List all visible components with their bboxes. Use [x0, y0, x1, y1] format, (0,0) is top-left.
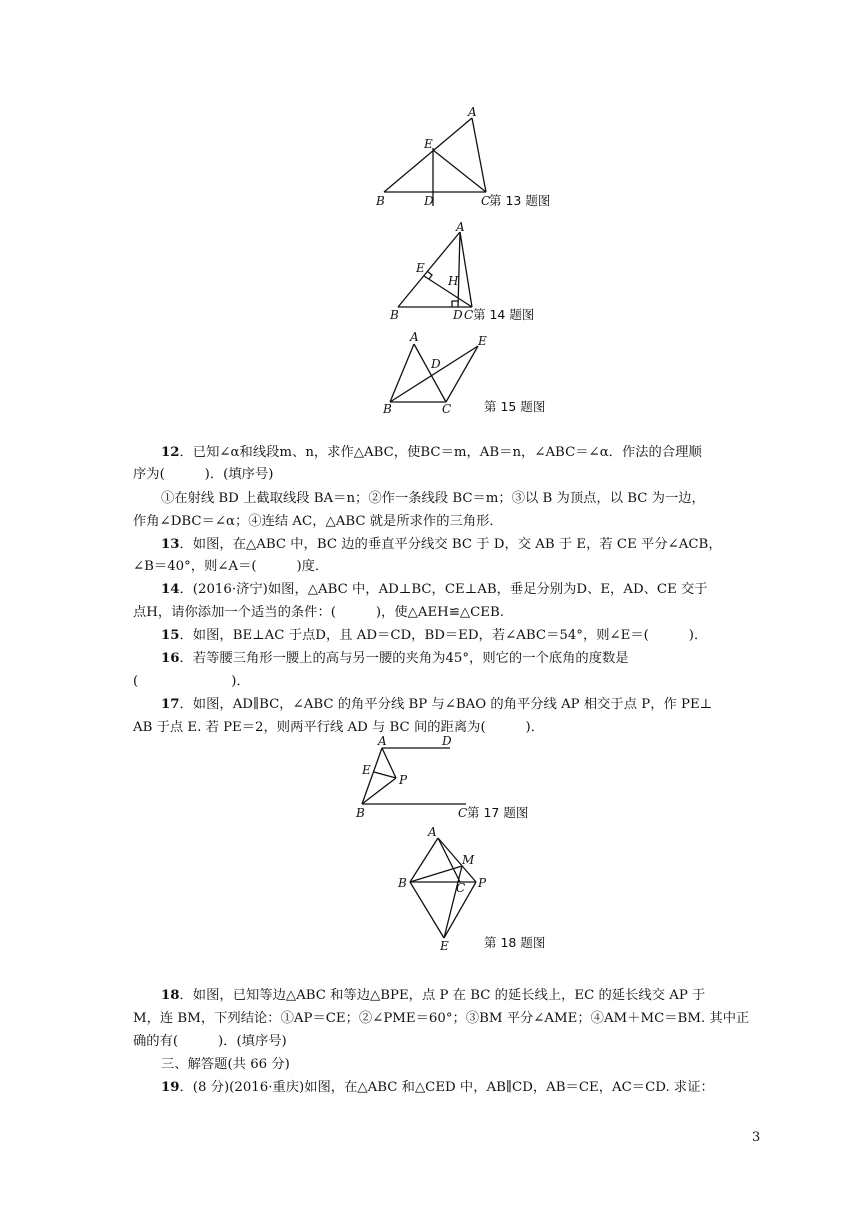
label-m: M [462, 853, 475, 867]
question-14-number: 14 [161, 582, 180, 597]
label-d: D [424, 194, 434, 208]
label-e: E [424, 137, 433, 151]
section-heading: 三、解答题(共 66 分) [161, 1057, 290, 1072]
question-17-line-1 [161, 695, 712, 714]
label-d: D [453, 308, 463, 322]
label-a: A [468, 105, 477, 119]
figure-18-caption: 第 18 题图 [484, 935, 546, 950]
label-c: C [456, 881, 466, 895]
question-12-line-4: 作角∠DBC＝∠α；④连结 AC，△ABC 就是所求作的三角形． [133, 514, 503, 529]
label-e: E [440, 939, 449, 953]
figure-15 [376, 328, 596, 420]
segment-ec [433, 150, 486, 192]
figure-13-drawing [370, 102, 600, 212]
label-a: A [428, 825, 437, 839]
question-16-text-1: ．若等腰三角形一腰上的高与另一腰的夹角为45°，则它的一个底角的度数是 [179, 651, 629, 666]
label-e: E [362, 763, 371, 777]
figure-15-drawing [376, 328, 596, 420]
question-16-number: 16 [161, 651, 180, 666]
figure-17 [348, 732, 588, 824]
question-13-line-1 [161, 535, 722, 554]
question-16-line-1 [161, 649, 629, 668]
figure-14-drawing [384, 218, 604, 324]
question-18-number: 18 [161, 988, 180, 1003]
segment-be [390, 346, 478, 402]
label-h: H [448, 274, 459, 288]
segment-bm [410, 866, 462, 882]
segment-be [410, 882, 444, 938]
segment-em [444, 866, 462, 938]
segment-ab [410, 838, 438, 882]
question-12-text-1: ．已知∠α和线段m、n，求作△ABC，使BC＝m，AB＝n，∠ABC＝∠α．作法的合理顺 [179, 445, 702, 460]
figure-13 [370, 102, 600, 212]
question-15-number: 15 [161, 628, 180, 643]
question-15-line-1 [161, 626, 707, 645]
question-13-line-2: ∠B＝40°，则∠A＝( )度． [133, 559, 329, 574]
question-14-text-1: ．(2016·济宁)如图，△ABC 中，AD⊥BC，CE⊥AB，垂足分别为D、E，AD、CE 交于 [179, 582, 708, 597]
figure-18 [394, 826, 594, 956]
question-17-line-2: AB 于点 E. 若 PE＝2，则两平行线 AD 与 BC 间的距离为( )． [133, 720, 545, 735]
label-a: A [378, 734, 387, 748]
question-14-line-1 [161, 580, 708, 599]
label-c: C [464, 308, 474, 322]
label-b: B [356, 806, 365, 820]
figure-14-caption: 第 14 题图 [473, 307, 535, 322]
segment-ba [384, 118, 472, 192]
segment-ac [414, 344, 446, 402]
question-18-line-2: M，连 BM，下列结论：①AP＝CE；②∠PME＝60°；③BM 平分∠AME；④AM＋MC＝BM. 其中正 [133, 1011, 750, 1026]
segment-ac [460, 232, 472, 307]
question-18-line-1 [161, 986, 705, 1005]
question-13-text-1: ．如图，在△ABC 中，BC 边的垂直平分线交 BC 于 D，交 AB 于 E，若 CE 平分∠ACB， [179, 537, 722, 552]
segment-pe [374, 772, 396, 778]
label-b: B [398, 876, 407, 890]
figure-13-caption: 第 13 题图 [489, 193, 551, 208]
label-b: B [383, 402, 392, 416]
question-18-line-3: 确的有( )．(填序号) [133, 1034, 287, 1049]
page-number: 3 [752, 1130, 761, 1145]
label-c: C [458, 806, 468, 820]
figure-18-drawing [394, 826, 594, 956]
label-e: E [416, 261, 425, 275]
label-b: B [376, 194, 385, 208]
label-p: P [478, 876, 487, 890]
label-e: E [478, 334, 487, 348]
question-19-line-1 [161, 1078, 714, 1097]
segment-ac [472, 118, 486, 192]
question-12-line-2: 序为( )．(填序号) [133, 467, 274, 482]
question-12-number: 12 [161, 445, 180, 460]
question-19-text-1: ．(8 分)(2016·重庆)如图，在△ABC 和△CED 中，AB∥CD，AB＝CE，AC＝CD. 求证： [179, 1080, 714, 1095]
question-12-line-3: ①在射线 BD 上截取线段 BA＝n；②作一条线段 BC＝m；③以 B 为顶点，以 BC 为一边， [161, 491, 705, 506]
figure-17-drawing [348, 732, 588, 824]
label-d: D [442, 734, 452, 748]
figure-14 [384, 218, 604, 324]
segment-ap [382, 748, 396, 778]
question-18-text-1: ．如图，已知等边△ABC 和等边△BPE，点 P 在 BC 的延长线上，EC 的延长线交 AP 于 [179, 988, 706, 1003]
question-12-line-1 [161, 443, 702, 462]
label-d: D [431, 357, 441, 371]
label-p: P [399, 773, 408, 787]
label-c: C [481, 194, 491, 208]
segment-ba [398, 232, 460, 307]
segment-ba [390, 344, 414, 402]
question-17-text-1: ．如图，AD∥BC，∠ABC 的角平分线 BP 与∠BAO 的角平分线 AP 相交于点 P，作 PE⊥ [179, 697, 713, 712]
question-19-number: 19 [161, 1080, 180, 1095]
right-angle-mark-d [452, 301, 458, 307]
question-15-text-1: ．如图，BE⊥AC 于点D，且 AD＝CD，BD＝ED，若∠ABC＝54°，则∠E＝( )． [179, 628, 708, 643]
segment-ad [458, 232, 460, 307]
label-a: A [410, 330, 419, 344]
label-b: B [390, 308, 399, 322]
label-c: C [442, 402, 452, 416]
question-14-line-2: 点H，请你添加一个适当的条件：( )，使△AEH≌△CEB. [133, 605, 504, 620]
label-a: A [456, 220, 465, 234]
segment-ce [446, 346, 478, 402]
question-13-number: 13 [161, 537, 180, 552]
question-16-line-2: ( )． [133, 674, 250, 689]
question-17-number: 17 [161, 697, 180, 712]
figure-15-caption: 第 15 题图 [484, 399, 546, 414]
figure-17-caption: 第 17 题图 [467, 805, 529, 820]
